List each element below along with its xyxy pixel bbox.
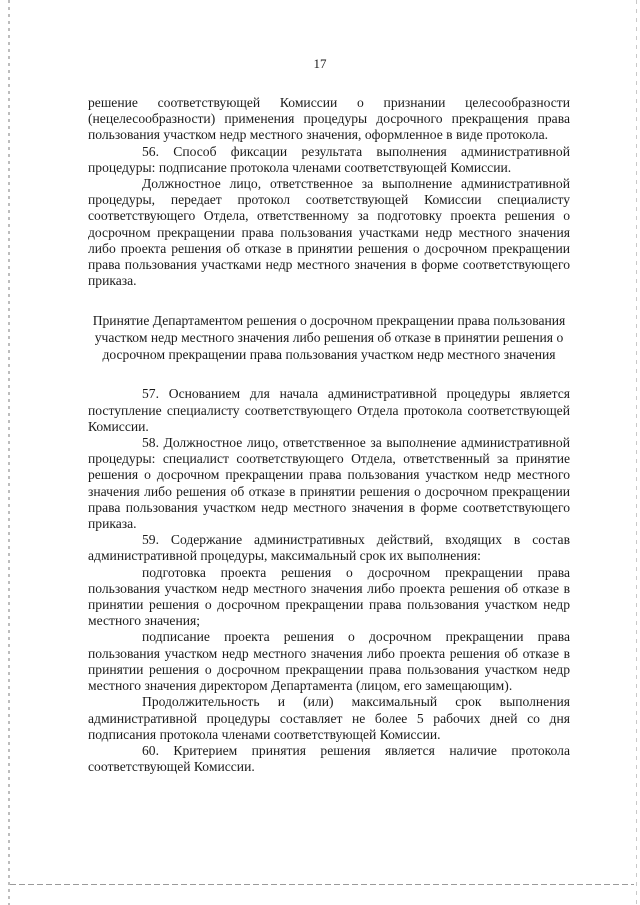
paragraph-59: 59. Содержание административных действий, входящих в состав административной процедуры, максимальный срок их выполнения: bbox=[88, 532, 570, 564]
scan-line-bottom bbox=[10, 884, 634, 885]
paragraph-continuation: решение соответствующей Комиссии о признании целесообразности (нецелесообразности) применения процедуры досрочного прекращения права пользования участком недр местного значения, оформленное в виде протокола. bbox=[88, 95, 570, 143]
list-item-signing: подписание проекта решения о досрочном прекращении права пользования участком недр местного значения либо проекта решения об отказе в принятии решения о досрочном прекращении права пользования участком недр местного значения директором Департамента (лицом, его замещающим). bbox=[88, 629, 570, 694]
paragraph-57: 57. Основанием для начала административной процедуры является поступление специалисту соответствующего Отдела протокола соответствующей Комиссии. bbox=[88, 386, 570, 434]
paragraph-responsible-person: Должностное лицо, ответственное за выполнение административной процедуры, передает протокол соответствующей Комиссии специалисту соответствующего Отдела, ответственному за подготовку проекта решения о досрочном прекращении права пользования участками недр местного значения либо проекта решения об отказе в принятии решения о досрочном прекращении права пользования участками недр местного значения в форме соответствующего приказа. bbox=[88, 176, 570, 289]
scan-edge-right bbox=[636, 0, 637, 905]
paragraph-duration: Продолжительность и (или) максимальный срок выполнения административной процедуры составляет не более 5 рабочих дней со дня подписания протокола членами соответствующей Комиссии. bbox=[88, 694, 570, 742]
list-item-preparation: подготовка проекта решения о досрочном прекращении права пользования участком недр местного значения либо проекта решения об отказе в принятии решения о досрочном прекращении права пользования участком недр местного значения; bbox=[88, 564, 570, 629]
paragraph-58: 58. Должностное лицо, ответственное за выполнение административной процедуры: специалист соответствующего Отдела, ответственный за принятие решения о досрочном прекращении права пользования участком недр местного значения либо решения об отказе в принятии решения о досрочном прекращении права пользования участком недр местного значения в форме соответствующего приказа. bbox=[88, 435, 570, 532]
paragraph-60: 60. Критерием принятия решения является наличие протокола соответствующей Комиссии. bbox=[88, 742, 570, 775]
section-heading: Принятие Департаментом решения о досрочном прекращении права пользования участком недр местного значения либо решения об отказе в принятии решения о досрочном прекращении права пользования участком недр местного значения bbox=[92, 313, 566, 363]
document-body bbox=[88, 95, 570, 775]
paragraph-56: 56. Способ фиксации результата выполнения административной процедуры: подписание протокола членами соответствующей Комиссии. bbox=[88, 143, 570, 175]
page-number: 17 bbox=[313, 56, 327, 71]
scan-edge-left bbox=[8, 0, 10, 905]
